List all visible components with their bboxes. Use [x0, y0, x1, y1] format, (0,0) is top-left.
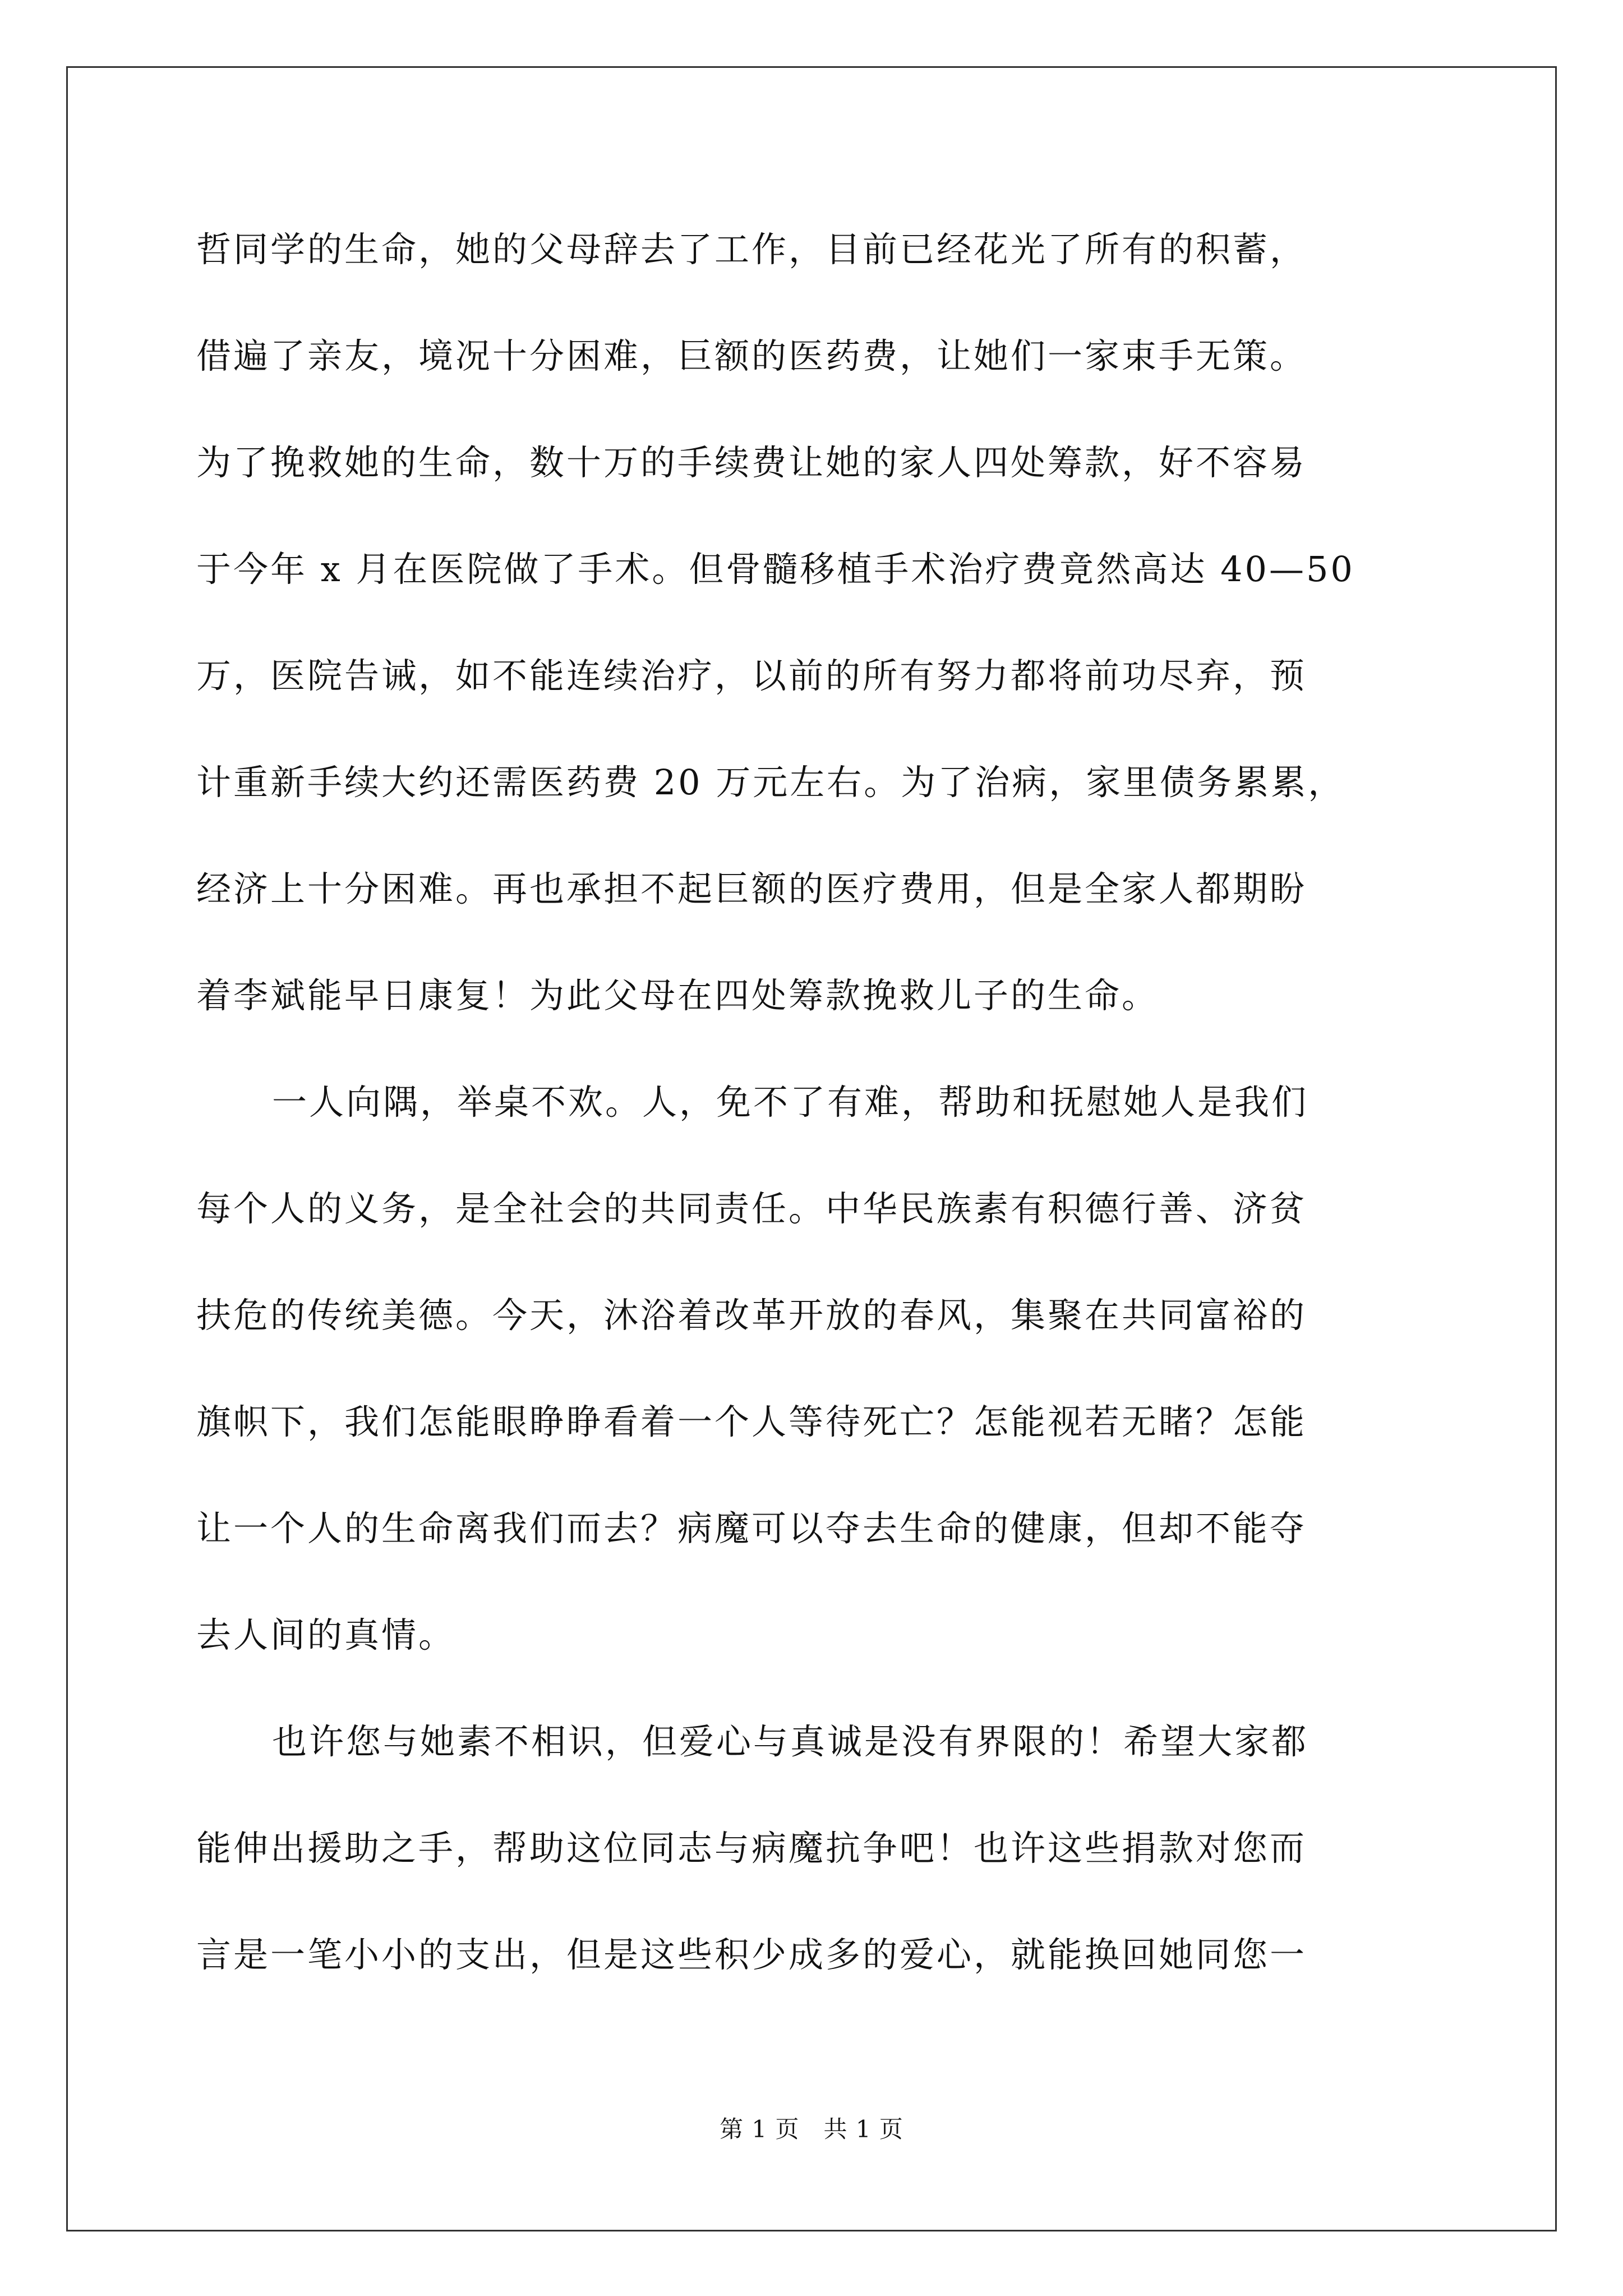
text-line: 每个人的义务，是全社会的共同责任。中华民族素有积德行善、济贫 [196, 1188, 1307, 1229]
text-line: 去人间的真情。 [196, 1614, 456, 1655]
paragraph-first-line: 一人向隅，举桌不欢。人，免不了有难，帮助和抚慰她人是我们 [272, 1082, 1309, 1122]
text-line: 能伸出援助之手，帮助这位同志与病魔抗争吧！也许这些捐款对您而 [196, 1828, 1307, 1869]
text-line: 为了挽救她的生命，数十万的手续费让她的家人四处筹款，好不容易 [196, 442, 1307, 483]
page-border [66, 66, 1557, 2231]
text-line: 万，医院告诫，如不能连续治疗，以前的所有努力都将前功尽弃，预 [196, 655, 1307, 696]
text-line: 扶危的传统美德。今天，沐浴着改革开放的春风，集聚在共同富裕的 [196, 1295, 1307, 1336]
text-line: 让一个人的生命离我们而去？病魔可以夺去生命的健康，但却不能夺 [196, 1508, 1307, 1549]
text-line: 着李斌能早日康复！为此父母在四处筹款挽救儿子的生命。 [196, 975, 1159, 1016]
text-line: 哲同学的生命，她的父母辞去了工作，目前已经花光了所有的积蓄， [196, 229, 1307, 270]
text-line: 言是一笔小小的支出，但是这些积少成多的爱心，就能换回她同您一 [196, 1934, 1307, 1975]
text-line: 计重新手续大约还需医药费 20 万元左右。为了治病，家里债务累累， [196, 762, 1345, 803]
paragraph-first-line: 也许您与她素不相识，但爱心与真诚是没有界限的！希望大家都 [272, 1721, 1309, 1762]
text-line: 经济上十分困难。再也承担不起巨额的医疗费用，但是全家人都期盼 [196, 868, 1307, 909]
text-line: 于今年 x 月在医院做了手术。但骨髓移植手术治疗费竟然高达 40—50 [196, 549, 1355, 590]
text-line: 借遍了亲友，境况十分困难，巨额的医药费，让她们一家束手无策。 [196, 335, 1307, 376]
text-line: 旗帜下，我们怎能眼睁睁看着一个人等待死亡？怎能视若无睹？怎能 [196, 1401, 1307, 1442]
page-footer: 第 1 页 共 1 页 [720, 2115, 903, 2143]
